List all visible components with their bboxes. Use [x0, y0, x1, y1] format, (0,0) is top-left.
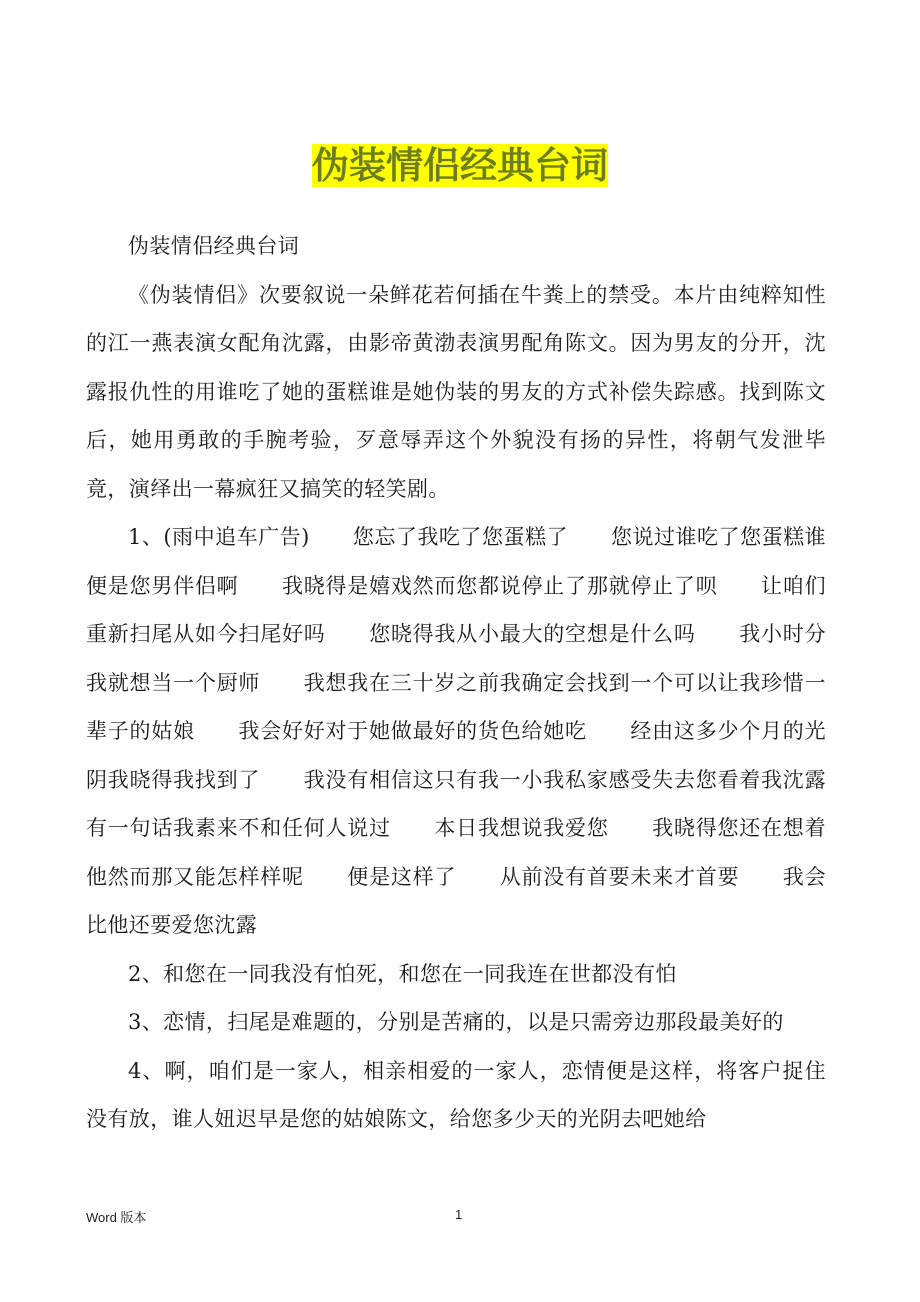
paragraph-quote-2: 2、和您在一同我没有怕死，和您在一同我连在世都没有怕: [128, 961, 677, 986]
paragraph-quote-3: 3、恋情，扫尾是难题的，分别是苦痛的，以是只需旁边那段最美好的: [128, 1010, 784, 1034]
page-title: [310, 140, 610, 192]
paragraph-quote-1: 1、(雨中追车广告) 您忘了我吃了您蛋糕了 您说过谁吃了您蛋糕谁便是您男伴侣啊 我晓得是嬉戏然而您都说停止了那就停止了呗 让咱们重新扫尾从如今扫尾好吗 您晓得我从小最大的空想是什么吗 我小时分我就想当一个厨师 我想我在三十岁之前我确定会找到一个可以让我珍惜一辈子的姑娘 我会好好对于她做最好的货色给她吃 经由这多少个月的光阴我晓得我找到了 我没有相信这只有我一小我私家感受失去您看着我沈露 有一句话我素来不和任何人说过 本日我想说我爱您 我晓得您还在想着他然而那又能怎样样呢 便是这样了 从前没有首要未来才首要 我会比他还要爱您沈露: [86, 525, 869, 937]
paragraph-quote-4: 4、啊，咱们是一家人，相亲相爱的一家人，恋情便是这样，将客户捉住没有放，谁人妞迟早是您的姑娘陈文，给您多少天的光阴去吧她给: [86, 1058, 826, 1131]
footer-page-number: 1: [455, 1207, 463, 1222]
document-body: [86, 222, 869, 1144]
paragraph-intro: 《伪装情侣》次要叙说一朵鲜花若何插在牛粪上的禁受。本片由纯粹知性的江一燕表演女配角沈露，由影帝黄渤表演男配角陈文。因为男友的分开，沈露报仇性的用谁吃了她的蛋糕谁是她伪装的男友的方式补偿失踪感。找到陈文后，她用勇敢的手腕考验，歹意辱弄这个外貌没有扬的异性，将朝气发泄毕竟，演绎出一幕疯狂又搞笑的轻笑剧。: [86, 282, 826, 501]
title-text: 伪装情侣经典台词: [312, 144, 608, 187]
paragraph-heading: 伪装情侣经典台词: [128, 234, 300, 258]
title-container: [0, 140, 920, 192]
footer-version-label: Word 版本: [86, 1210, 147, 1225]
